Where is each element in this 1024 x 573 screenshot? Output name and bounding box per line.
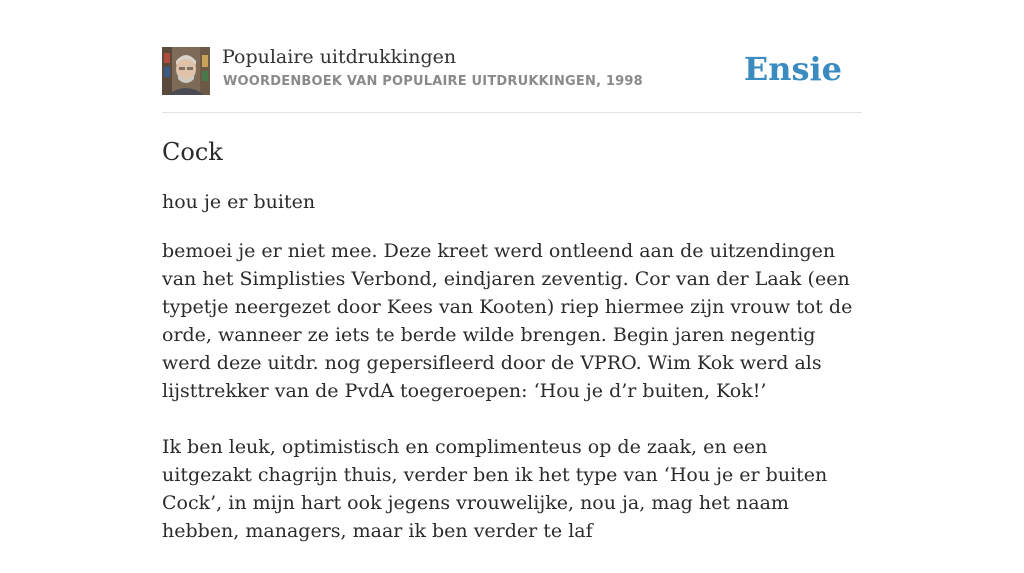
entry-paragraph: Ik ben leuk, optimistisch en complimenteus op de zaak, en een uitgezakt chagrijn thuis, verder ben ik het type van ‘Hou je er buiten Cock’, in mijn hart ook jegens vrouwelijke, nou ja, mag het naam hebben, managers, maar ik ben verder te laf: [162, 436, 828, 542]
short-definition: hou je er buiten: [162, 191, 316, 213]
source-subtitle: WOORDENBOEK VAN POPULAIRE UITDRUKKINGEN, 1998: [223, 74, 643, 89]
entry-term: Cock: [162, 138, 223, 166]
brand-logo[interactable]: Ensie: [743, 50, 842, 88]
source-title[interactable]: Populaire uitdrukkingen: [222, 46, 457, 68]
author-portrait-icon[interactable]: [162, 47, 210, 95]
entry-paragraph: bemoei je er niet mee. Deze kreet werd ontleend aan de uitzendingen van het Simplisties Verbond, eindjaren zeventig. Cor van der Laak (een typetje neergezet door Kees van Kooten) riep hiermee zijn vrouw tot de orde, wanneer ze iets te berde wilde brengen. Begin jaren negentig werd deze uitdr. nog gepersifleerd door de VPRO. Wim Kok werd als lijsttrekker van de PvdA toegeroepen: ‘Hou je d’r buiten, Kok!’: [162, 240, 853, 402]
entry-header: [162, 0, 862, 113]
entry-body: [162, 237, 862, 573]
page-container: [162, 0, 862, 542]
